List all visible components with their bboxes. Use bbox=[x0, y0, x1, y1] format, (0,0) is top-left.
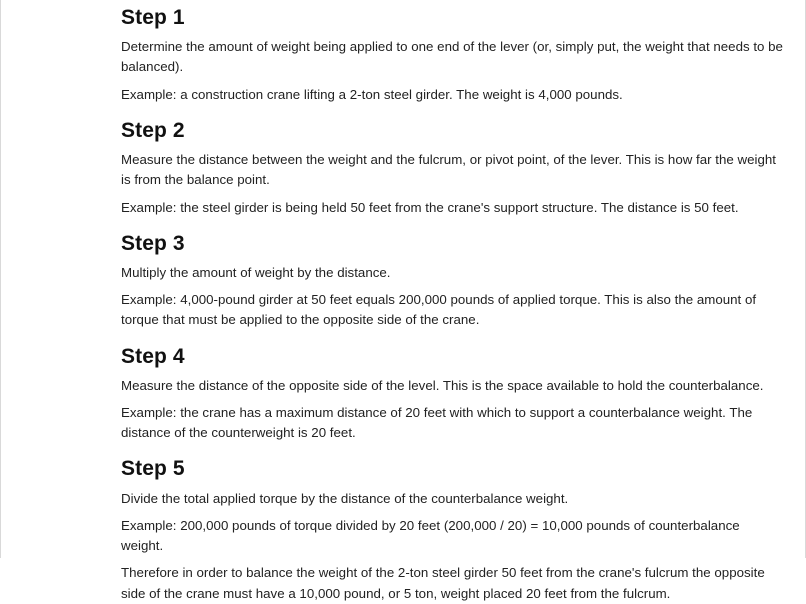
section-spacer bbox=[121, 443, 785, 456]
step-section-2 bbox=[121, 118, 785, 218]
step-section-3 bbox=[121, 231, 785, 331]
step-5-instruction: Divide the total applied torque by the distance of the counterbalance weight. bbox=[121, 490, 569, 506]
step-4-example: Example: the crane has a maximum distance of 20 feet with which to support a counterbalance weight. The distance of the counterweight is 20 feet. bbox=[121, 405, 753, 441]
step-5-example: Example: 200,000 pounds of torque divided by 20 feet (200,000 / 20) = 10,000 pounds of counterbalance weight. bbox=[121, 517, 740, 554]
step-4-instruction: Measure the distance of the opposite side of the level. This is the space available to hold the counterbalance. bbox=[121, 377, 764, 393]
step-3-example: Example: 4,000-pound girder at 50 feet equals 200,000 pounds of applied torque. This is also the amount of torque that must be applied to the opposite side of the crane. bbox=[121, 292, 757, 328]
step-4-heading: Step 4 bbox=[121, 344, 185, 368]
step-section-1 bbox=[121, 0, 785, 105]
step-1-heading: Step 1 bbox=[121, 6, 185, 29]
step-2-example: Example: the steel girder is being held 50 feet from the crane's support structure. The distance is 50 feet. bbox=[121, 199, 739, 215]
section-spacer bbox=[121, 331, 785, 344]
section-spacer bbox=[121, 105, 785, 118]
section-spacer bbox=[121, 218, 785, 231]
step-3-heading: Step 3 bbox=[121, 231, 185, 255]
step-2-heading: Step 2 bbox=[121, 118, 185, 142]
step-section-4 bbox=[121, 344, 785, 444]
step-1-instruction: Determine the amount of weight being applied to one end of the lever (or, simply put, the weight that needs to be balanced). bbox=[121, 39, 783, 75]
step-1-example: Example: a construction crane lifting a 2-ton steel girder. The weight is 4,000 pounds. bbox=[121, 86, 623, 102]
step-2-instruction: Measure the distance between the weight and the fulcrum, or pivot point, of the lever. This is how far the weight is from the balance point. bbox=[121, 152, 777, 188]
step-section-5 bbox=[121, 456, 785, 556]
step-5-heading: Step 5 bbox=[121, 457, 185, 481]
conclusion-paragraph: Therefore in order to balance the weight of the 2-ton steel girder 50 feet from the crane's fulcrum the opposite side of the crane must have a 10,000 pound, or 5 ton, weight placed 20 feet from the fulcrum. bbox=[121, 565, 765, 601]
step-3-instruction: Multiply the amount of weight by the distance. bbox=[121, 264, 391, 280]
document-content bbox=[121, 0, 785, 604]
